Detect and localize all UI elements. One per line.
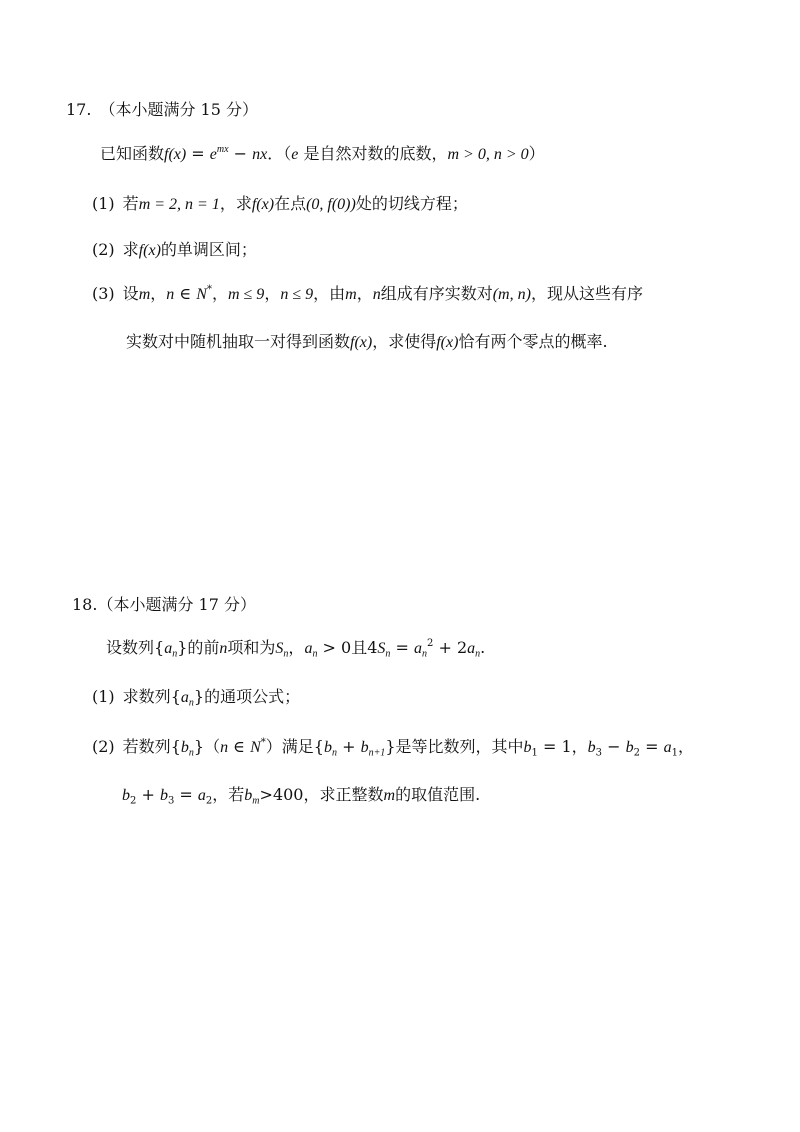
- math-sub: 3: [167, 795, 175, 807]
- part-text: 实数对中随机抽取一对得到函数: [126, 332, 351, 351]
- math-nx: nx: [252, 146, 268, 163]
- math-brace: }: [385, 737, 396, 756]
- part-text: 组成有序实数对: [380, 284, 493, 303]
- math-b: b: [180, 739, 189, 756]
- math-S: S: [377, 640, 386, 657]
- math-brace: {: [170, 687, 181, 706]
- math-op: = 1: [537, 737, 572, 756]
- math-b: b: [159, 787, 168, 804]
- math-op: =: [186, 144, 210, 163]
- math-op: =: [174, 785, 198, 804]
- q17-header: （本小题满分 15 分）: [99, 100, 258, 119]
- q17-heading: [66, 98, 258, 122]
- q17-number: 17.: [66, 100, 92, 119]
- math-op: =: [640, 737, 664, 756]
- math-e: e: [209, 146, 217, 163]
- math-a: a: [467, 640, 476, 657]
- math-brace: {: [170, 737, 181, 756]
- q17-intro-text: 已知函数: [100, 144, 165, 163]
- math-op: −: [602, 737, 626, 756]
- q18-number: 18.: [72, 595, 98, 614]
- q18-intro-text: 设数列: [106, 638, 155, 657]
- part-text: ，现从这些有序: [530, 284, 643, 303]
- math-fx: f(x): [164, 146, 187, 163]
- math-a: a: [197, 787, 206, 804]
- math-b: b: [122, 787, 130, 804]
- punct: ．（: [267, 144, 292, 163]
- math-b: b: [523, 739, 532, 756]
- math-sub: n: [421, 648, 427, 660]
- math-fx: f(x): [251, 196, 275, 213]
- math-b: b: [625, 739, 634, 756]
- math-exponent: mx: [216, 144, 229, 155]
- math-brace: }: [193, 687, 205, 706]
- part-label: (2): [92, 737, 115, 756]
- math-b: b: [244, 787, 253, 804]
- math-sub: n: [385, 648, 391, 660]
- q17-part3-line1: [92, 282, 643, 307]
- math-coef: 4: [367, 638, 378, 657]
- q17-part3-line2: [126, 330, 608, 355]
- math-op: +: [336, 737, 361, 756]
- math-a: a: [164, 640, 173, 657]
- math-e: e: [291, 146, 299, 163]
- math-sub: m: [252, 795, 260, 807]
- math-fx: f(x): [436, 334, 459, 351]
- math-op: −: [228, 144, 253, 163]
- part-text: 是等比数列，其中: [395, 737, 524, 756]
- part-text: 若数列: [122, 737, 171, 756]
- part-label: (3): [92, 284, 115, 303]
- math-sub: n: [283, 648, 289, 660]
- math-op: =: [390, 638, 414, 657]
- math-n: n: [219, 640, 228, 657]
- q18-part2-line1: [92, 735, 694, 760]
- math-sub: n: [331, 747, 337, 759]
- q17-part2: [92, 238, 257, 263]
- math-sub: 1: [671, 747, 678, 759]
- punct: ）: [265, 737, 282, 756]
- part-text: 求: [122, 240, 139, 259]
- math-a: a: [663, 739, 672, 756]
- q17-intro: [100, 142, 545, 167]
- q17-intro-text: 是自然对数的底数，: [298, 144, 448, 163]
- q18-heading: [72, 593, 256, 617]
- part-text: 的通项公式；: [204, 687, 301, 706]
- math-point: (0, f(0)): [306, 196, 356, 213]
- punct: ，: [211, 284, 228, 303]
- math-values: m = 2, n = 1: [138, 196, 220, 213]
- math-brace: {: [313, 737, 324, 756]
- math-sub: 2: [130, 795, 137, 807]
- punct: ，: [264, 284, 281, 303]
- math-sub: 3: [595, 747, 603, 759]
- q18-part2-line2: [122, 783, 480, 808]
- q18-header: （本小题满分 17 分）: [97, 595, 256, 614]
- math-sub: n+1: [368, 747, 386, 759]
- math-a: a: [304, 640, 313, 657]
- punct: ，: [356, 284, 373, 303]
- math-n: n: [372, 286, 381, 303]
- math-N: N: [196, 286, 207, 303]
- punct: .: [480, 638, 486, 657]
- math-m: m: [138, 286, 151, 303]
- part-text: ，求正整数: [303, 785, 384, 804]
- part-text: 设: [122, 284, 139, 303]
- part-label: (1): [92, 687, 115, 706]
- math-op: +: [136, 785, 160, 804]
- math-sub: n: [188, 697, 194, 709]
- part-text: ，由: [313, 284, 346, 303]
- math-brace: }: [177, 638, 188, 657]
- punct: （: [204, 737, 221, 756]
- math-a: a: [413, 640, 422, 657]
- punct: ，: [677, 737, 694, 756]
- math-b: b: [587, 739, 596, 756]
- math-n: n: [220, 739, 229, 756]
- math-op: ∈: [174, 284, 197, 303]
- q18-intro-text: 项和为: [227, 638, 276, 657]
- math-sub: n: [312, 648, 318, 660]
- math-sub: 2: [633, 747, 640, 759]
- part-text: 求数列: [122, 687, 171, 706]
- part-label: (1): [92, 194, 115, 213]
- q18-intro-text: 的前: [187, 638, 220, 657]
- math-b: b: [323, 739, 332, 756]
- math-sub: n: [188, 747, 194, 759]
- part-text: ，求使得: [372, 332, 437, 351]
- math-sub: n: [172, 648, 178, 660]
- part-label: (2): [92, 240, 115, 259]
- math-sub: n: [475, 648, 481, 660]
- part-text: 在点: [274, 194, 307, 213]
- math-N: N: [250, 739, 261, 756]
- punct: ）: [528, 144, 545, 163]
- math-star: *: [206, 284, 212, 295]
- q17-part1: [92, 192, 468, 217]
- math-S: S: [275, 640, 284, 657]
- math-op: + 2: [433, 638, 468, 657]
- q18-part1: [92, 685, 300, 710]
- math-op: >400: [259, 785, 304, 804]
- punct: ，: [150, 284, 167, 303]
- math-sub: 2: [205, 795, 213, 807]
- math-b: b: [360, 739, 369, 756]
- math-brace: {: [154, 638, 165, 657]
- math-op: > 0: [317, 638, 352, 657]
- math-condition: m > 0, n > 0: [447, 146, 529, 163]
- q18-intro: [106, 636, 485, 661]
- q18-intro-text: 且: [351, 638, 368, 657]
- math-pair: (m, n): [492, 286, 531, 303]
- math-star: *: [260, 737, 266, 748]
- math-brace: }: [193, 737, 205, 756]
- math-sub: 1: [531, 747, 538, 759]
- math-sup: 2: [426, 638, 434, 649]
- math-ineq: n ≤ 9: [280, 286, 314, 303]
- part-text: 的单调区间；: [160, 240, 257, 259]
- math-fx: f(x): [138, 242, 161, 259]
- punct: ，: [571, 737, 588, 756]
- math-fx: f(x): [350, 334, 373, 351]
- punct: ，: [288, 638, 305, 657]
- part-text: 的取值范围.: [395, 785, 481, 804]
- part-text: 处的切线方程；: [355, 194, 468, 213]
- math-a: a: [180, 689, 189, 706]
- math-ineq: m ≤ 9: [227, 286, 265, 303]
- part-text: 恰有两个零点的概率.: [458, 332, 608, 351]
- part-text: ，若: [212, 785, 245, 804]
- math-m: m: [383, 787, 396, 804]
- part-text: 满足: [281, 737, 314, 756]
- math-op: ∈: [228, 737, 251, 756]
- math-n: n: [166, 286, 175, 303]
- part-text: ，求: [219, 194, 252, 213]
- math-m: m: [345, 286, 357, 303]
- part-text: 若: [122, 194, 139, 213]
